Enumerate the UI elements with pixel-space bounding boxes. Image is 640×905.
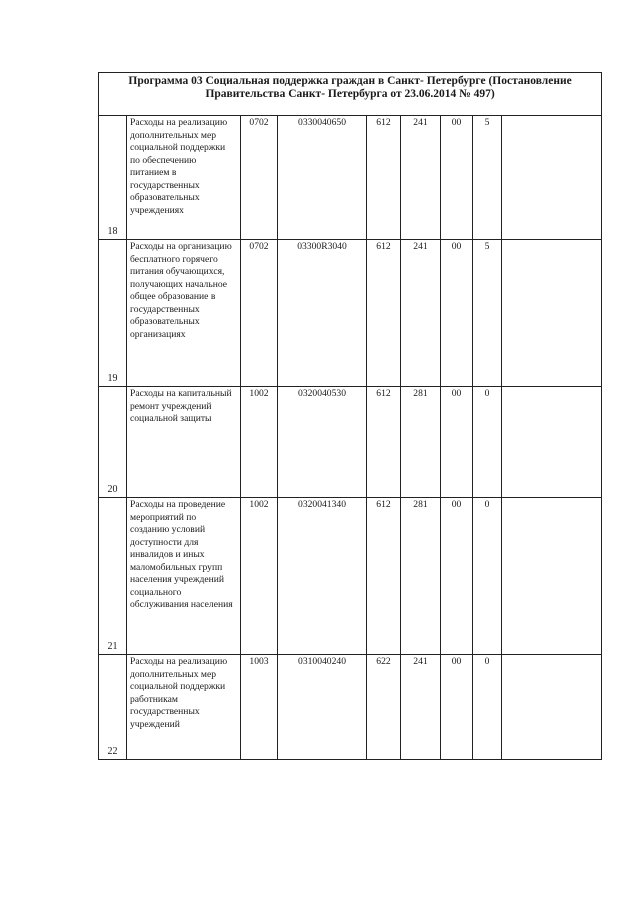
row-code: 00 [441,116,473,240]
row-description: Расходы на проведение мероприятий по созданию условий доступности для инвалидов и иных маломобильных групп населения учреждений социального обслуживания населения [127,498,241,655]
row-target-code: 0330040650 [278,116,367,240]
row-count: 5 [473,240,502,387]
row-code: 00 [441,655,473,760]
row-empty-cell [502,240,602,387]
row-target-code: 0320040530 [278,387,367,498]
row-empty-cell [502,387,602,498]
row-description: Расходы на организацию бесплатного горячего питания обучающихся, получающих начальное общее образование в государственных образовательных организациях [127,240,241,387]
row-section: 0702 [241,240,278,387]
row-type-code: 622 [367,655,401,760]
row-type-code: 612 [367,240,401,387]
program-table [98,72,602,760]
row-count: 0 [473,498,502,655]
row-section: 1002 [241,498,278,655]
row-empty-cell [502,116,602,240]
row-number: 20 [99,387,127,498]
table-header-row [99,73,602,116]
row-code: 00 [441,387,473,498]
row-description: Расходы на реализацию дополнительных мер социальной поддержки по обеспечению питанием в государственных образовательных учреждениях [127,116,241,240]
row-section: 1003 [241,655,278,760]
row-kosgu: 281 [401,498,441,655]
row-count: 5 [473,116,502,240]
table-row [99,116,602,240]
row-code: 00 [441,498,473,655]
program-title: Программа 03 Социальная поддержка граждан в Санкт- Петербурге (Постановление Правительства Санкт- Петербурга от 23.06.2014 № 497) [99,73,602,116]
row-count: 0 [473,655,502,760]
row-type-code: 612 [367,498,401,655]
row-target-code: 03300R3040 [278,240,367,387]
row-number: 18 [99,116,127,240]
row-number: 19 [99,240,127,387]
row-code: 00 [441,240,473,387]
row-kosgu: 241 [401,116,441,240]
row-target-code: 0320041340 [278,498,367,655]
row-section: 1002 [241,387,278,498]
table-row [99,655,602,760]
row-empty-cell [502,498,602,655]
row-kosgu: 241 [401,240,441,387]
row-count: 0 [473,387,502,498]
row-empty-cell [502,655,602,760]
row-number: 21 [99,498,127,655]
row-number: 22 [99,655,127,760]
table-row [99,498,602,655]
row-section: 0702 [241,116,278,240]
row-description: Расходы на капитальный ремонт учреждений социальной защиты [127,387,241,498]
row-type-code: 612 [367,387,401,498]
row-type-code: 612 [367,116,401,240]
table-row [99,387,602,498]
row-kosgu: 281 [401,387,441,498]
table-row [99,240,602,387]
row-kosgu: 241 [401,655,441,760]
row-target-code: 0310040240 [278,655,367,760]
row-description: Расходы на реализацию дополнительных мер социальной поддержки работникам государственных учреждений [127,655,241,760]
